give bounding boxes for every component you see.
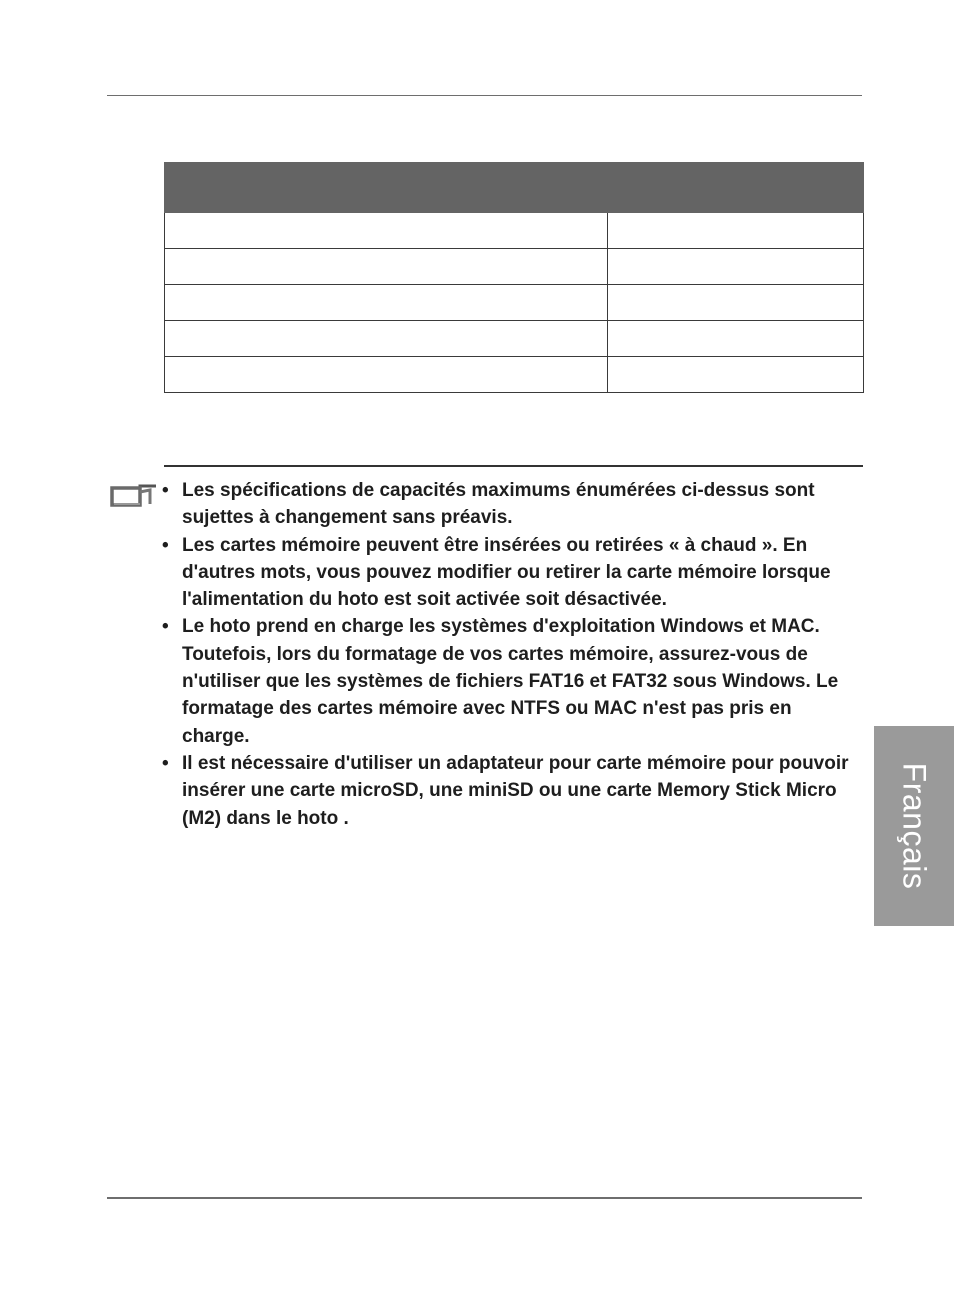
table-cell xyxy=(165,249,608,285)
table-cell xyxy=(608,213,864,249)
table-row xyxy=(165,321,864,357)
list-item xyxy=(162,750,862,832)
top-rule xyxy=(107,95,862,96)
table-cell xyxy=(165,321,608,357)
list-item xyxy=(162,532,862,614)
table-row xyxy=(165,285,864,321)
table-cell xyxy=(608,321,864,357)
table-row xyxy=(165,213,864,249)
note-icon xyxy=(110,482,158,508)
bottom-rule xyxy=(107,1197,862,1199)
note-divider xyxy=(164,465,863,467)
spec-table xyxy=(164,162,864,393)
table-cell xyxy=(165,213,608,249)
bullet: • xyxy=(162,534,169,556)
bullet: • xyxy=(162,616,169,638)
language-tab xyxy=(874,726,954,926)
note-list xyxy=(162,477,862,832)
note-text: Les spécifications de capacités maximums énumérées ci-dessus sont sujettes à changement sans préavis. xyxy=(182,480,815,529)
table-header-row xyxy=(165,163,864,213)
table-header-cell xyxy=(608,163,864,213)
table-row xyxy=(165,357,864,393)
table-cell xyxy=(165,357,608,393)
language-tab-label: Français xyxy=(896,762,933,890)
note-text: Les cartes mémoire peuvent être insérées ou retirées « à chaud ». En d'autres mots, vous pouvez modifier ou retirer la carte mémoire lorsque l'alimentation du hoto est soit activée soit désactivée. xyxy=(182,534,831,611)
table-header-cell xyxy=(165,163,608,213)
list-item xyxy=(162,613,862,749)
table-cell xyxy=(165,285,608,321)
bullet: • xyxy=(162,752,169,774)
table-cell xyxy=(608,357,864,393)
table-cell xyxy=(608,249,864,285)
note-text: Il est nécessaire d'utiliser un adaptateur pour carte mémoire pour pouvoir insérer une carte microSD, une miniSD ou une carte Memory Stick Micro (M2) dans le hoto . xyxy=(182,752,849,829)
table-cell xyxy=(608,285,864,321)
bullet: • xyxy=(162,480,169,501)
list-item xyxy=(162,477,862,532)
note-text: Le hoto prend en charge les systèmes d'exploitation Windows et MAC. Toutefois, lors du formatage de vos cartes mémoire, assurez-vous de n'utiliser que les systèmes de fichiers FAT16 et FAT32 sous Windows. Le formatage des cartes mémoire avec NTFS ou MAC n'est pas pris en charge. xyxy=(182,616,839,747)
table-row xyxy=(165,249,864,285)
